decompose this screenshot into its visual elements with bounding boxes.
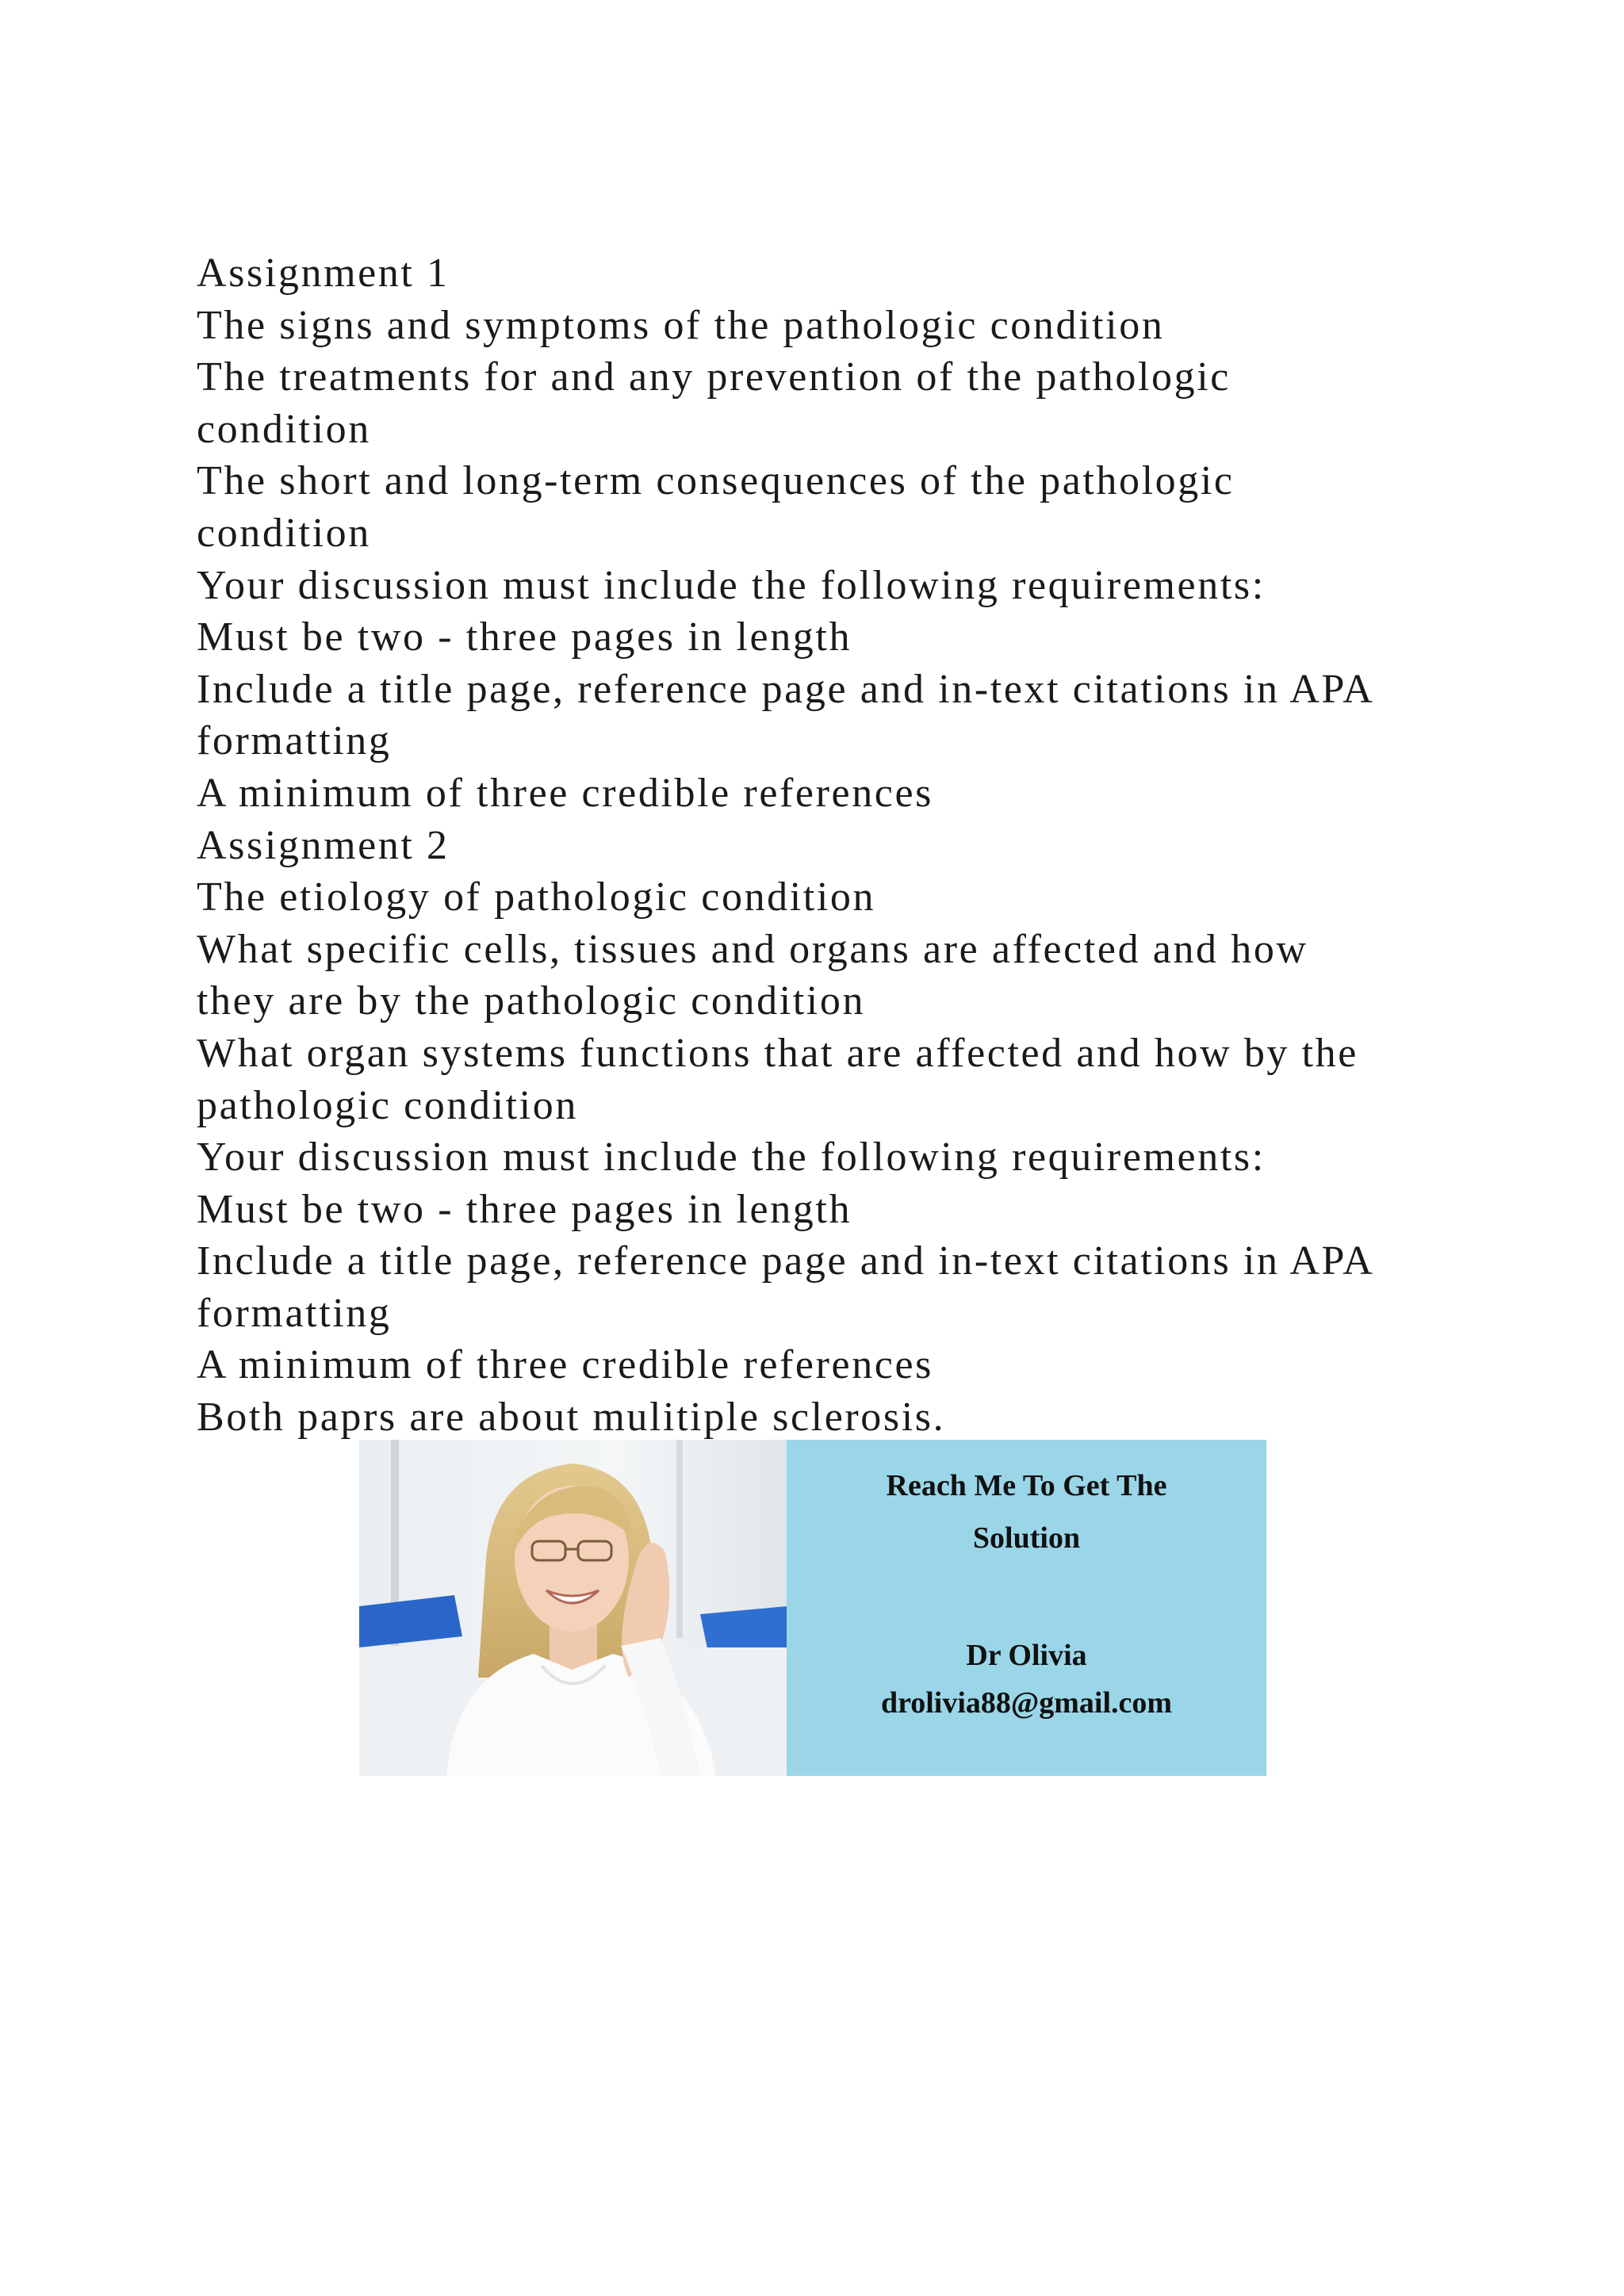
solution-text: Solution [972, 1521, 1081, 1555]
text-line: Must be two - three pages in length [197, 614, 852, 660]
woman-photo [359, 1440, 787, 1776]
heading-assignment-2: Assignment 2 [197, 822, 450, 868]
text-line: condition [197, 406, 371, 452]
text-line: pathologic condition [197, 1082, 578, 1128]
heading-assignment-1: Assignment 1 [197, 251, 450, 296]
text-line: A minimum of three credible references [197, 770, 933, 816]
text-line: Must be two - three pages in length [197, 1186, 852, 1232]
text-line: formatting [197, 718, 392, 764]
text-line: Your discussion must include the following requirements: [197, 1135, 1266, 1181]
reach-me-text: Reach Me To Get The [886, 1469, 1167, 1502]
text-line: condition [197, 510, 371, 556]
text-line: What specific cells, tissues and organs are affected and how [197, 926, 1308, 972]
text-line: Your discussion must include the following requirements: [197, 562, 1266, 608]
contact-name: Dr Olivia [966, 1639, 1087, 1672]
text-line: The etiology of pathologic condition [197, 874, 876, 920]
contact-email: drolivia88@gmail.com [880, 1686, 1173, 1720]
closing-note: Both paprs are about mulitiple sclerosis. [197, 1395, 946, 1441]
text-line: What organ systems functions that are affected and how by the [197, 1030, 1358, 1076]
text-line: The short and long-term consequences of the pathologic [197, 458, 1235, 504]
text-line: they are by the pathologic condition [197, 978, 866, 1024]
text-line: Include a title page, reference page and in-text citations in APA [197, 666, 1375, 712]
assignment-text [197, 247, 1481, 1444]
contact-banner [359, 1440, 1266, 1776]
contact-panel [787, 1440, 1266, 1776]
text-line: The treatments for and any prevention of the pathologic [197, 354, 1231, 400]
text-line: The signs and symptoms of the pathologic condition [197, 302, 1165, 348]
text-line: formatting [197, 1290, 392, 1336]
text-line: Include a title page, reference page and in-text citations in APA [197, 1238, 1375, 1284]
text-line: A minimum of three credible references [197, 1342, 933, 1388]
